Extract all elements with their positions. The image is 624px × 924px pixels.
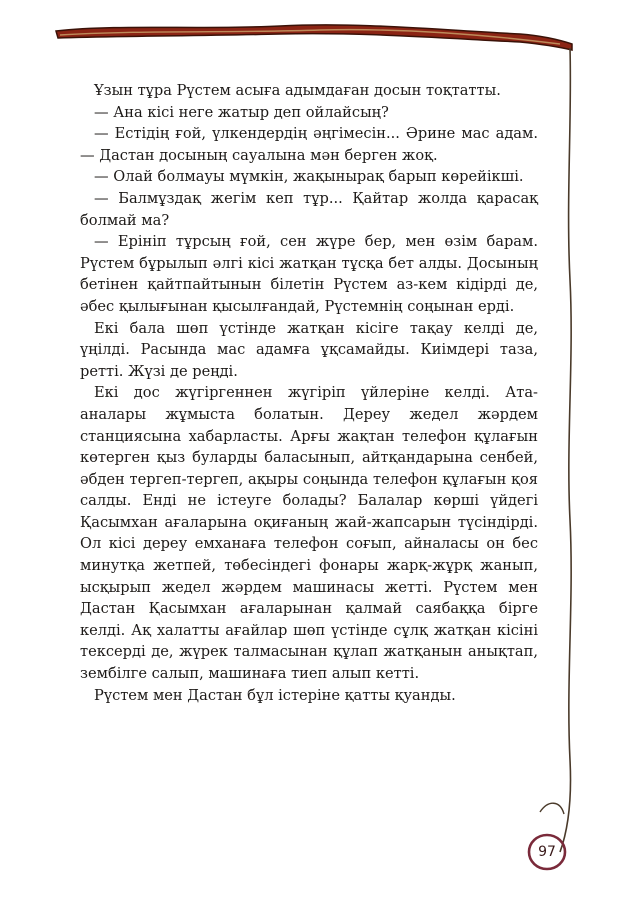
- paragraph-6: — Ерініп тұрсың ғой, сен жүре бер, мен өзім барам. Рүстем бұрылып әлгі кісі жатқан тұсқа бет алды. Досының бетінен қайтпайтынын білетін Рүстем аз-кем кідірді де, әбес қылығынан қысылғандай, Рүстемнің соңынан ерді.: [80, 233, 538, 315]
- paragraph-4: — Олай болмауы мүмкін, жақынырақ барып көрейікші.: [94, 168, 524, 186]
- page-number: 97: [538, 844, 556, 860]
- paragraph-1: Ұзын тұра Рүстем асыға адымдаған досын тоқтатты.: [94, 82, 501, 99]
- paragraph-5: — Балмұздақ жегім кеп тұр... Қайтар жолда қарасақ болмай ма?: [80, 189, 538, 229]
- scroll-right-edge: [560, 48, 571, 852]
- story-text: [80, 80, 538, 706]
- paragraph-3: — Естідің ғой, үлкендердің әңгімесін... Әрине мас адам. — Дастан досының сауалына мән берген жоқ.: [80, 125, 538, 164]
- paragraph-9: Рүстем мен Дастан бұл істеріне қатты қуанды.: [94, 686, 456, 704]
- paragraph-8: Екі дос жүгіргеннен жүгіріп үйлеріне келді. Ата-аналары жұмыста болатын. Дереу жедел жәрдем станциясына хабарласты. Арғы жақтан телефон құлағын көтерген қыз буларды баласынып, айтқандарына сенбей, әбден тергеп-тергеп, ақыры соңында телефон құлағын қоя салды. Енді не істеуге болады? Балалар көрші үйдегі Қасымхан ағаларына оқиғаның жай-жапсарын түсіндірді. Ол кісі дереу емханаға телефон соғып, айналасы он бес минутқа жетпей, төбесіндегі фонары жарқ-жұрқ жанып, ысқырып жедел жәрдем машинасы жетті. Рүстем мен Дастан Қасымхан ағаларынан қалмай саябаққа бірге келді. Ақ халатты ағайлар шөп үстінде сұлқ жатқан кісіні тексерді де, жүрек талмасынан құлап жатқанын анықтап, зембілге салып, машинаға тиеп алып кетті.: [80, 384, 538, 683]
- paragraph-7: Екі бала шөп үстінде жатқан кісіге тақау келді де, үңілді. Расында мас адамға ұқсамайды. Киімдері таза, ретті. Жүзі де реңді.: [80, 319, 538, 380]
- scroll-flourish: [540, 803, 564, 814]
- paragraph-2: — Ана кісі неге жатыр деп ойлайсың?: [94, 103, 389, 121]
